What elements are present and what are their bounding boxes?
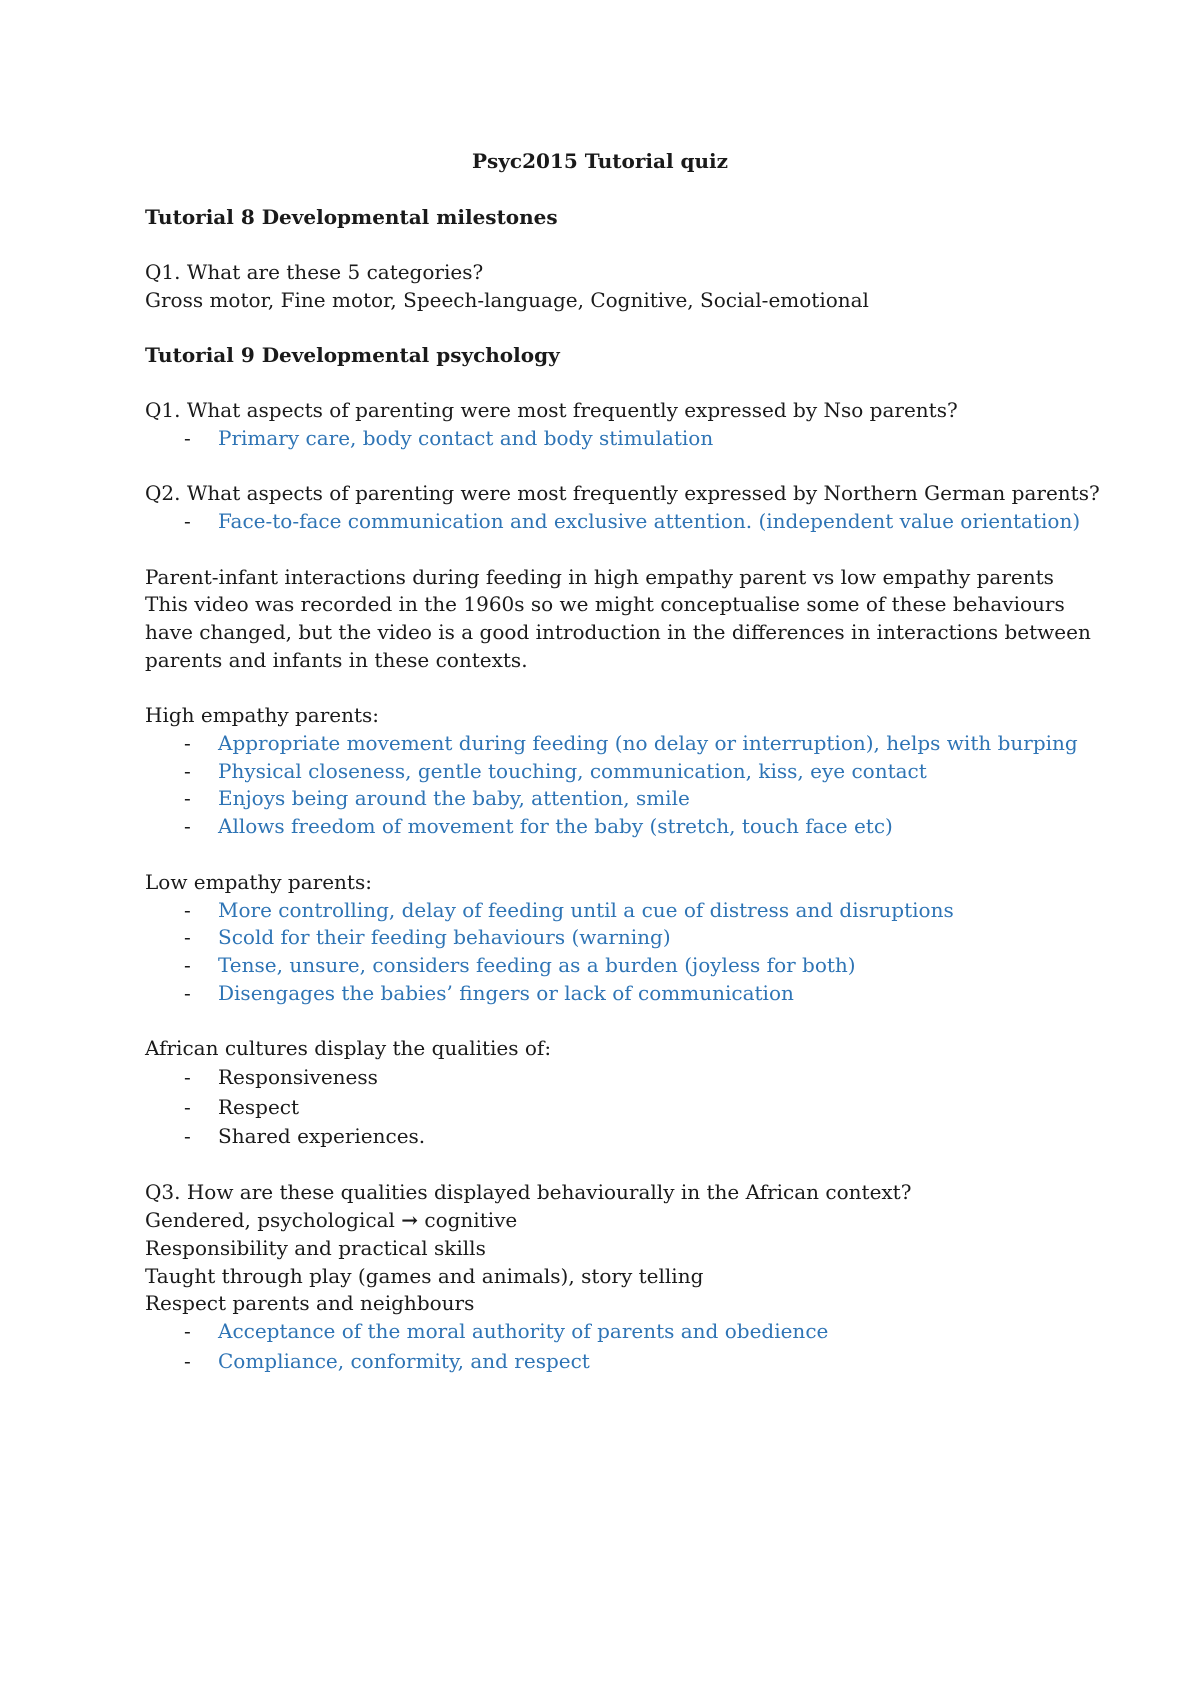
tutorial-8-heading: Tutorial 8 Developmental milestones [145,205,558,229]
bullet-dash: - [184,953,191,977]
intro-line: Parent-infant interactions during feeding in high empathy parent vs low empathy parents [145,565,1054,589]
low-empathy-label: Low empathy parents: [145,870,372,894]
bullet-dash: - [184,786,191,810]
t9-q1: Q1. What aspects of parenting were most frequently expressed by Nso parents? [145,398,958,422]
q3-answer-line: Responsibility and practical skills [145,1236,486,1260]
tutorial-9-heading: Tutorial 9 Developmental psychology [145,343,560,367]
q3-answer-text: cognitive [418,1208,518,1232]
african-quality-item: Shared experiences. [218,1124,426,1148]
african-quality-item: Respect [218,1095,300,1119]
bullet-dash: - [184,731,191,755]
high-empathy-item: Physical closeness, gentle touching, communication, kiss, eye contact [218,759,927,783]
q3-answer-line: Respect parents and neighbours [145,1291,475,1315]
bullet-dash: - [184,509,191,533]
bullet-dash: - [184,759,191,783]
low-empathy-item: Tense, unsure, considers feeding as a burden (joyless for both) [218,953,856,977]
high-empathy-item: Appropriate movement during feeding (no delay or interruption), helps with burping [218,731,1078,755]
high-empathy-item: Enjoys being around the baby, attention, smile [218,786,690,810]
right-arrow-icon: → [401,1208,419,1232]
bullet-dash: - [184,898,191,922]
q3-answer-item: Acceptance of the moral authority of parents and obedience [218,1319,829,1343]
q3-answer-text: Gendered, psychological [145,1208,402,1232]
t9-q3: Q3. How are these qualities displayed behaviourally in the African context? [145,1180,912,1204]
bullet-dash: - [184,1124,191,1148]
bullet-dash: - [184,814,191,838]
african-quality-item: Responsiveness [218,1065,378,1089]
q3-answer-line: Taught through play (games and animals), story telling [145,1264,704,1288]
document-title: Psyc2015 Tutorial quiz [471,149,729,173]
t8-a1: Gross motor, Fine motor, Speech-language, Cognitive, Social-emotional [145,288,869,312]
q3-answer-item: Compliance, conformity, and respect [218,1349,590,1373]
bullet-dash: - [184,1319,191,1343]
bullet-dash: - [184,426,191,450]
african-cultures-label: African cultures display the qualities of: [145,1036,552,1060]
t9-a1: Primary care, body contact and body stimulation [218,426,714,450]
bullet-dash: - [184,981,191,1005]
intro-line: have changed, but the video is a good introduction in the differences in interactions between [145,620,1091,644]
low-empathy-item: Disengages the babies’ fingers or lack of communication [218,981,794,1005]
t8-q1: Q1. What are these 5 categories? [145,260,484,284]
high-empathy-label: High empathy parents: [145,703,380,727]
q3-answer-line [145,1206,517,1234]
intro-line: parents and infants in these contexts. [145,648,528,672]
low-empathy-item: More controlling, delay of feeding until a cue of distress and disruptions [218,898,954,922]
bullet-dash: - [184,925,191,949]
bullet-dash: - [184,1065,191,1089]
bullet-dash: - [184,1349,191,1373]
bullet-dash: - [184,1095,191,1119]
t9-a2: Face-to-face communication and exclusive attention. (independent value orientation) [218,509,1081,533]
high-empathy-item: Allows freedom of movement for the baby (stretch, touch face etc) [218,814,893,838]
t9-q2: Q2. What aspects of parenting were most frequently expressed by Northern German parents? [145,481,1100,505]
intro-line: This video was recorded in the 1960s so we might conceptualise some of these behaviours [145,592,1065,616]
low-empathy-item: Scold for their feeding behaviours (warning) [218,925,671,949]
